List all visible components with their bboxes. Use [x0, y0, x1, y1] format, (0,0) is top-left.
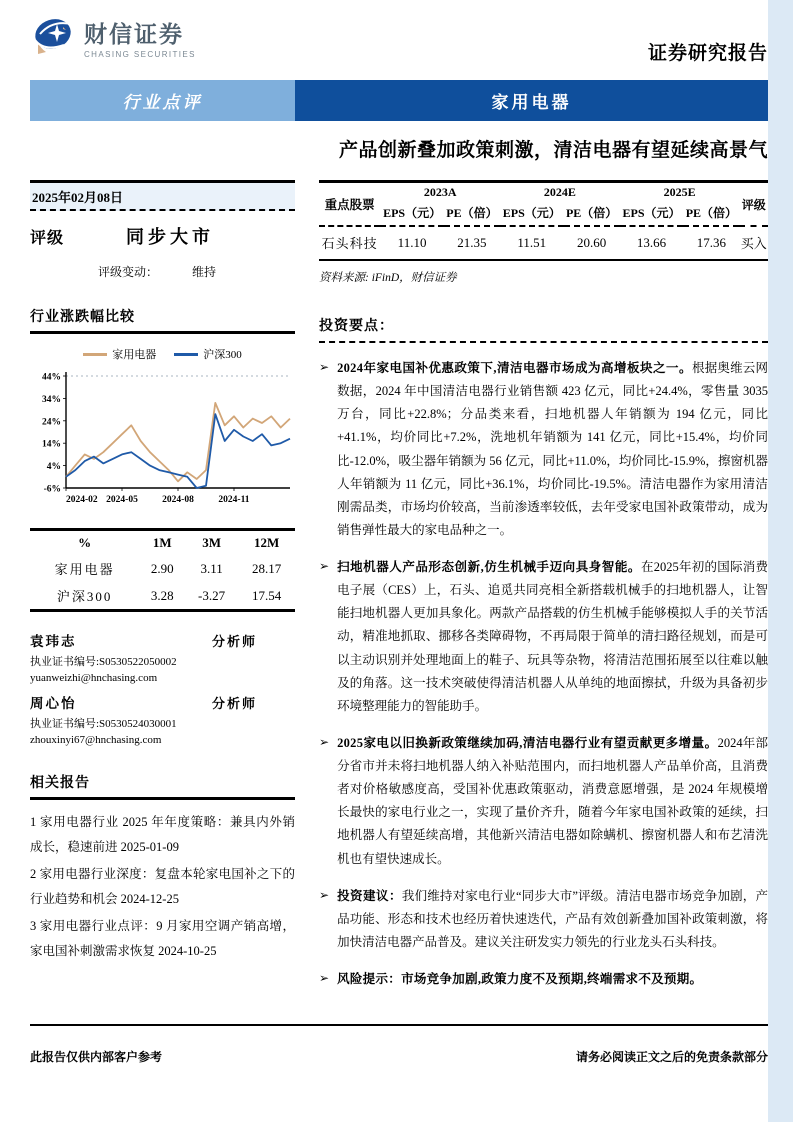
col-header-year: 2024E [543, 185, 576, 199]
bullet-lead: 投资建议： [337, 888, 402, 903]
col-header-year: 2025E [663, 185, 696, 199]
svg-text:14%: 14% [42, 439, 61, 450]
svg-text:44%: 44% [42, 372, 61, 383]
logo-text [84, 16, 196, 59]
table-row [30, 555, 295, 582]
cell: 28.17 [251, 560, 282, 576]
col-header: 3M [202, 535, 221, 550]
industry-badge: 家用电器 [295, 80, 768, 121]
bullet-body: 我们维持对家电行业“同步大市”评级。清洁电器市场竞争加剧，产品功能、形态和技术也经历着快速迭代，产品有效创新叠加国补政策刺激，将加快清洁电器产品普及。建议关注研发实力领先的行业龙头石头科技。 [337, 888, 768, 949]
bullet-body: 根据奥维云网数据，2024 年中国清洁电器行业销售额 423 亿元，同比+24.4%，零售量 3035 万台，同比+22.8%；分品类来看，扫地机器人年销额为 194 亿元，同比+41.1%，均价同比+7.2%，洗地机年销额为 141 亿元，同比+15.4%，均价同比-12.0%，吸尘器年销额为 56 亿元，同比+11.0%，均价同比-15.9%，擦窗机器人年销额为 11 亿元，同比+36.1%，均价同比-19.5%。清洁电器作为家用清洁刚需品类，市场均价较高，当前渗透率较低，去年受家电国补政策带动，成为销售弹性最大的家电品种之一。 [337, 361, 768, 537]
legend-item-home-appliance [83, 346, 156, 362]
related-report-item: 3 家用电器行业点评：9 月家用空调产销高增，家电国补刺激需求恢复 2024-10-25 [30, 919, 295, 958]
related-report-item: 1 家用电器行业 2025 年年度策略：兼具内外销成长，稳速前进 2025-01-09 [30, 815, 295, 854]
table-source-note: 资料来源: iFinD，财信证券 [319, 272, 457, 284]
analyst-name-row [30, 692, 295, 712]
performance-table [30, 528, 295, 612]
main-column [319, 180, 768, 991]
bullet-arrow-icon: ➢ [319, 360, 330, 374]
bullet-text [337, 556, 768, 718]
analyst-email: yuanweizhi@hnchasing.com [30, 672, 158, 684]
stock-rating: 买入 [739, 226, 768, 260]
col-subheader: PE（倍） [565, 206, 618, 220]
highlights-bullets [319, 357, 768, 991]
bullet-lead: 风险提示：市场竞争加剧,政策力度不及预期,终端需求不及预期。 [337, 972, 703, 986]
rating-change-value: 维持 [192, 265, 217, 279]
legend-line-swatch [174, 353, 198, 356]
performance-table-header [30, 530, 295, 556]
col-subheader: EPS（元） [383, 206, 442, 220]
cell: 3.28 [150, 587, 174, 603]
footer-disclaimer-left: 此报告仅供内部客户参考 [30, 1050, 163, 1064]
report-type-label: 证券研究报告 [647, 43, 768, 64]
cell-pe: 17.36 [683, 226, 739, 260]
analyst-name: 周心怡 [30, 696, 77, 711]
bullet-text [337, 357, 768, 542]
cell-eps: 11.51 [500, 226, 564, 260]
analyst-name: 袁玮志 [30, 634, 77, 649]
two-column-body [30, 180, 768, 991]
cell-pe: 21.35 [444, 226, 500, 260]
rating-value: 同步大市 [126, 227, 215, 247]
category-bars [30, 80, 768, 121]
highlight-bullet [319, 885, 768, 954]
highlight-bullet [319, 732, 768, 871]
svg-text:2024-05: 2024-05 [106, 495, 138, 505]
highlight-bullet [319, 968, 768, 991]
svg-text:2024-02: 2024-02 [66, 495, 98, 505]
stock-row [319, 226, 768, 260]
analyst-entry [30, 630, 295, 684]
col-subheader: EPS（元） [622, 206, 681, 220]
footer-disclaimer-right: 请务必阅读正文之后的免责条款部分 [575, 1050, 768, 1064]
industry-performance-chart [30, 364, 295, 514]
related-reports-heading: 相关报告 [30, 772, 295, 800]
rating-label: 评级 [30, 230, 65, 247]
legend-line-swatch [83, 353, 107, 356]
col-subheader: PE（倍） [446, 206, 498, 220]
legend-item-csi300 [174, 346, 242, 362]
cell: 17.54 [251, 587, 282, 603]
svg-text:34%: 34% [42, 394, 61, 405]
row-label: 家用电器 [54, 562, 115, 577]
bullet-arrow-icon: ➢ [319, 559, 330, 573]
date-box [30, 180, 295, 211]
stock-name: 石头科技 [319, 226, 380, 260]
cell: 3.11 [200, 560, 223, 576]
col-header: % [78, 535, 92, 550]
rating-change-row [30, 263, 295, 280]
header [30, 12, 768, 64]
highlights-heading: 投资要点： [319, 315, 768, 343]
stock-table-year-row [319, 182, 768, 203]
industry-rating-row [30, 223, 295, 249]
col-header-rating: 评级 [741, 197, 766, 212]
related-report-item: 2 家用电器行业深度：复盘本轮家电国补之下的行业趋势和机会 2024-12-25 [30, 867, 295, 906]
col-header: 1M [152, 535, 172, 550]
svg-text:-6%: -6% [43, 484, 61, 495]
cell-eps: 11.10 [380, 226, 444, 260]
analyst-block [30, 630, 295, 746]
svg-text:4%: 4% [46, 462, 61, 473]
bullet-body: 在2025年初的国际消费电子展（CES）上，石头、追觅共同亮相全新搭载机械手的扫地机器人，让智能扫地机器人更加具象化。两款产品搭载的仿生机械手能够模拟人手的关节活动，精准地抓取、挪移各类障碍物，不再局限于简单的清扫路径规划，而是可以主动识别并处理地面上的鞋子、玩具等杂物，将清洁范围拓展至以往难以触及的角落。这一技术突破使得清洁机器人从单纯的地面擦拭，升级为具备初步环境整理能力的智能助手。 [337, 560, 768, 713]
rating-change-label: 评级变动： [98, 265, 159, 279]
analyst-cert: 执业证书编号:S0530524030001 [30, 718, 177, 730]
col-subheader: EPS（元） [502, 206, 561, 220]
chart-section-heading: 行业涨跌幅比较 [30, 306, 295, 334]
bullet-text [337, 968, 702, 991]
bullet-text [337, 885, 768, 954]
analyst-title: 分析师 [211, 696, 257, 711]
report-date: 2025年02月08日 [30, 183, 295, 211]
highlight-bullet [319, 556, 768, 718]
left-sidebar [30, 180, 295, 991]
col-header-year: 2023A [423, 185, 457, 199]
chart-legend [30, 346, 295, 362]
highlight-bullet [319, 357, 768, 542]
legend-label: 沪深300 [203, 349, 242, 361]
cell: 2.90 [150, 560, 174, 576]
logo-icon [30, 12, 76, 63]
analyst-cert: 执业证书编号:S0530522050002 [30, 656, 177, 668]
company-logo [30, 12, 196, 63]
related-reports-list [30, 810, 295, 964]
row-label: 沪深300 [56, 589, 113, 604]
footer-text-row [30, 1048, 768, 1065]
col-header-stocks: 重点股票 [324, 198, 375, 212]
stock-table-subheader-row [319, 202, 768, 226]
bullet-arrow-icon: ➢ [319, 971, 330, 985]
bullet-arrow-icon: ➢ [319, 887, 330, 902]
page-content [30, 0, 768, 1064]
svg-text:2024-08: 2024-08 [162, 495, 194, 505]
bullet-arrow-icon: ➢ [319, 734, 330, 749]
bullet-lead: 扫地机器人产品形态创新,仿生机械手迈向具身智能。 [337, 560, 641, 574]
analyst-name-row [30, 630, 295, 650]
col-header: 12M [253, 535, 280, 550]
svg-text:2024-11: 2024-11 [218, 495, 250, 505]
report-category-badge: 行业点评 [30, 80, 295, 121]
cell-eps: 13.66 [620, 226, 684, 260]
bullet-lead: 2025家电以旧换新政策继续加码,清洁电器行业有望贡献更多增量。 [337, 735, 718, 750]
table-row [30, 582, 295, 611]
analyst-email: zhouxinyi67@hnchasing.com [30, 734, 162, 746]
bullet-body: 2024年部分省市并未将扫地机器人纳入补贴范围内，而扫地机器人产品单价高，且消费者对价格敏感度高，受国补优惠政策驱动，消费意愿增强，是 2024 年规模增长最快的家电行业之一，实现了量价齐升，随着今年家电国补政策的延续，扫地机器人有望延续高增，其他新兴清洁电器如除螨机、擦窗机器人和布艺清洗机也有望快速成长。 [337, 735, 768, 866]
page-footer [30, 1024, 768, 1065]
analyst-entry [30, 692, 295, 746]
bullet-text [337, 732, 768, 871]
report-title: 产品创新叠加政策刺激，清洁电器有望延续高景气 [338, 140, 768, 161]
page-right-margin-strip [768, 0, 793, 1122]
key-stocks-table [319, 180, 768, 261]
cell: -3.27 [198, 587, 226, 603]
brand-name-en: CHASING SECURITIES [84, 50, 196, 59]
bullet-lead: 2024年家电国补优惠政策下,清洁电器市场成为高增板块之一。 [337, 361, 692, 375]
brand-name-cn: 财信证券 [84, 21, 184, 47]
svg-text:24%: 24% [42, 417, 61, 428]
legend-label: 家用电器 [112, 349, 157, 361]
analyst-title: 分析师 [211, 634, 257, 649]
cell-pe: 20.60 [564, 226, 620, 260]
col-subheader: PE（倍） [685, 206, 738, 220]
